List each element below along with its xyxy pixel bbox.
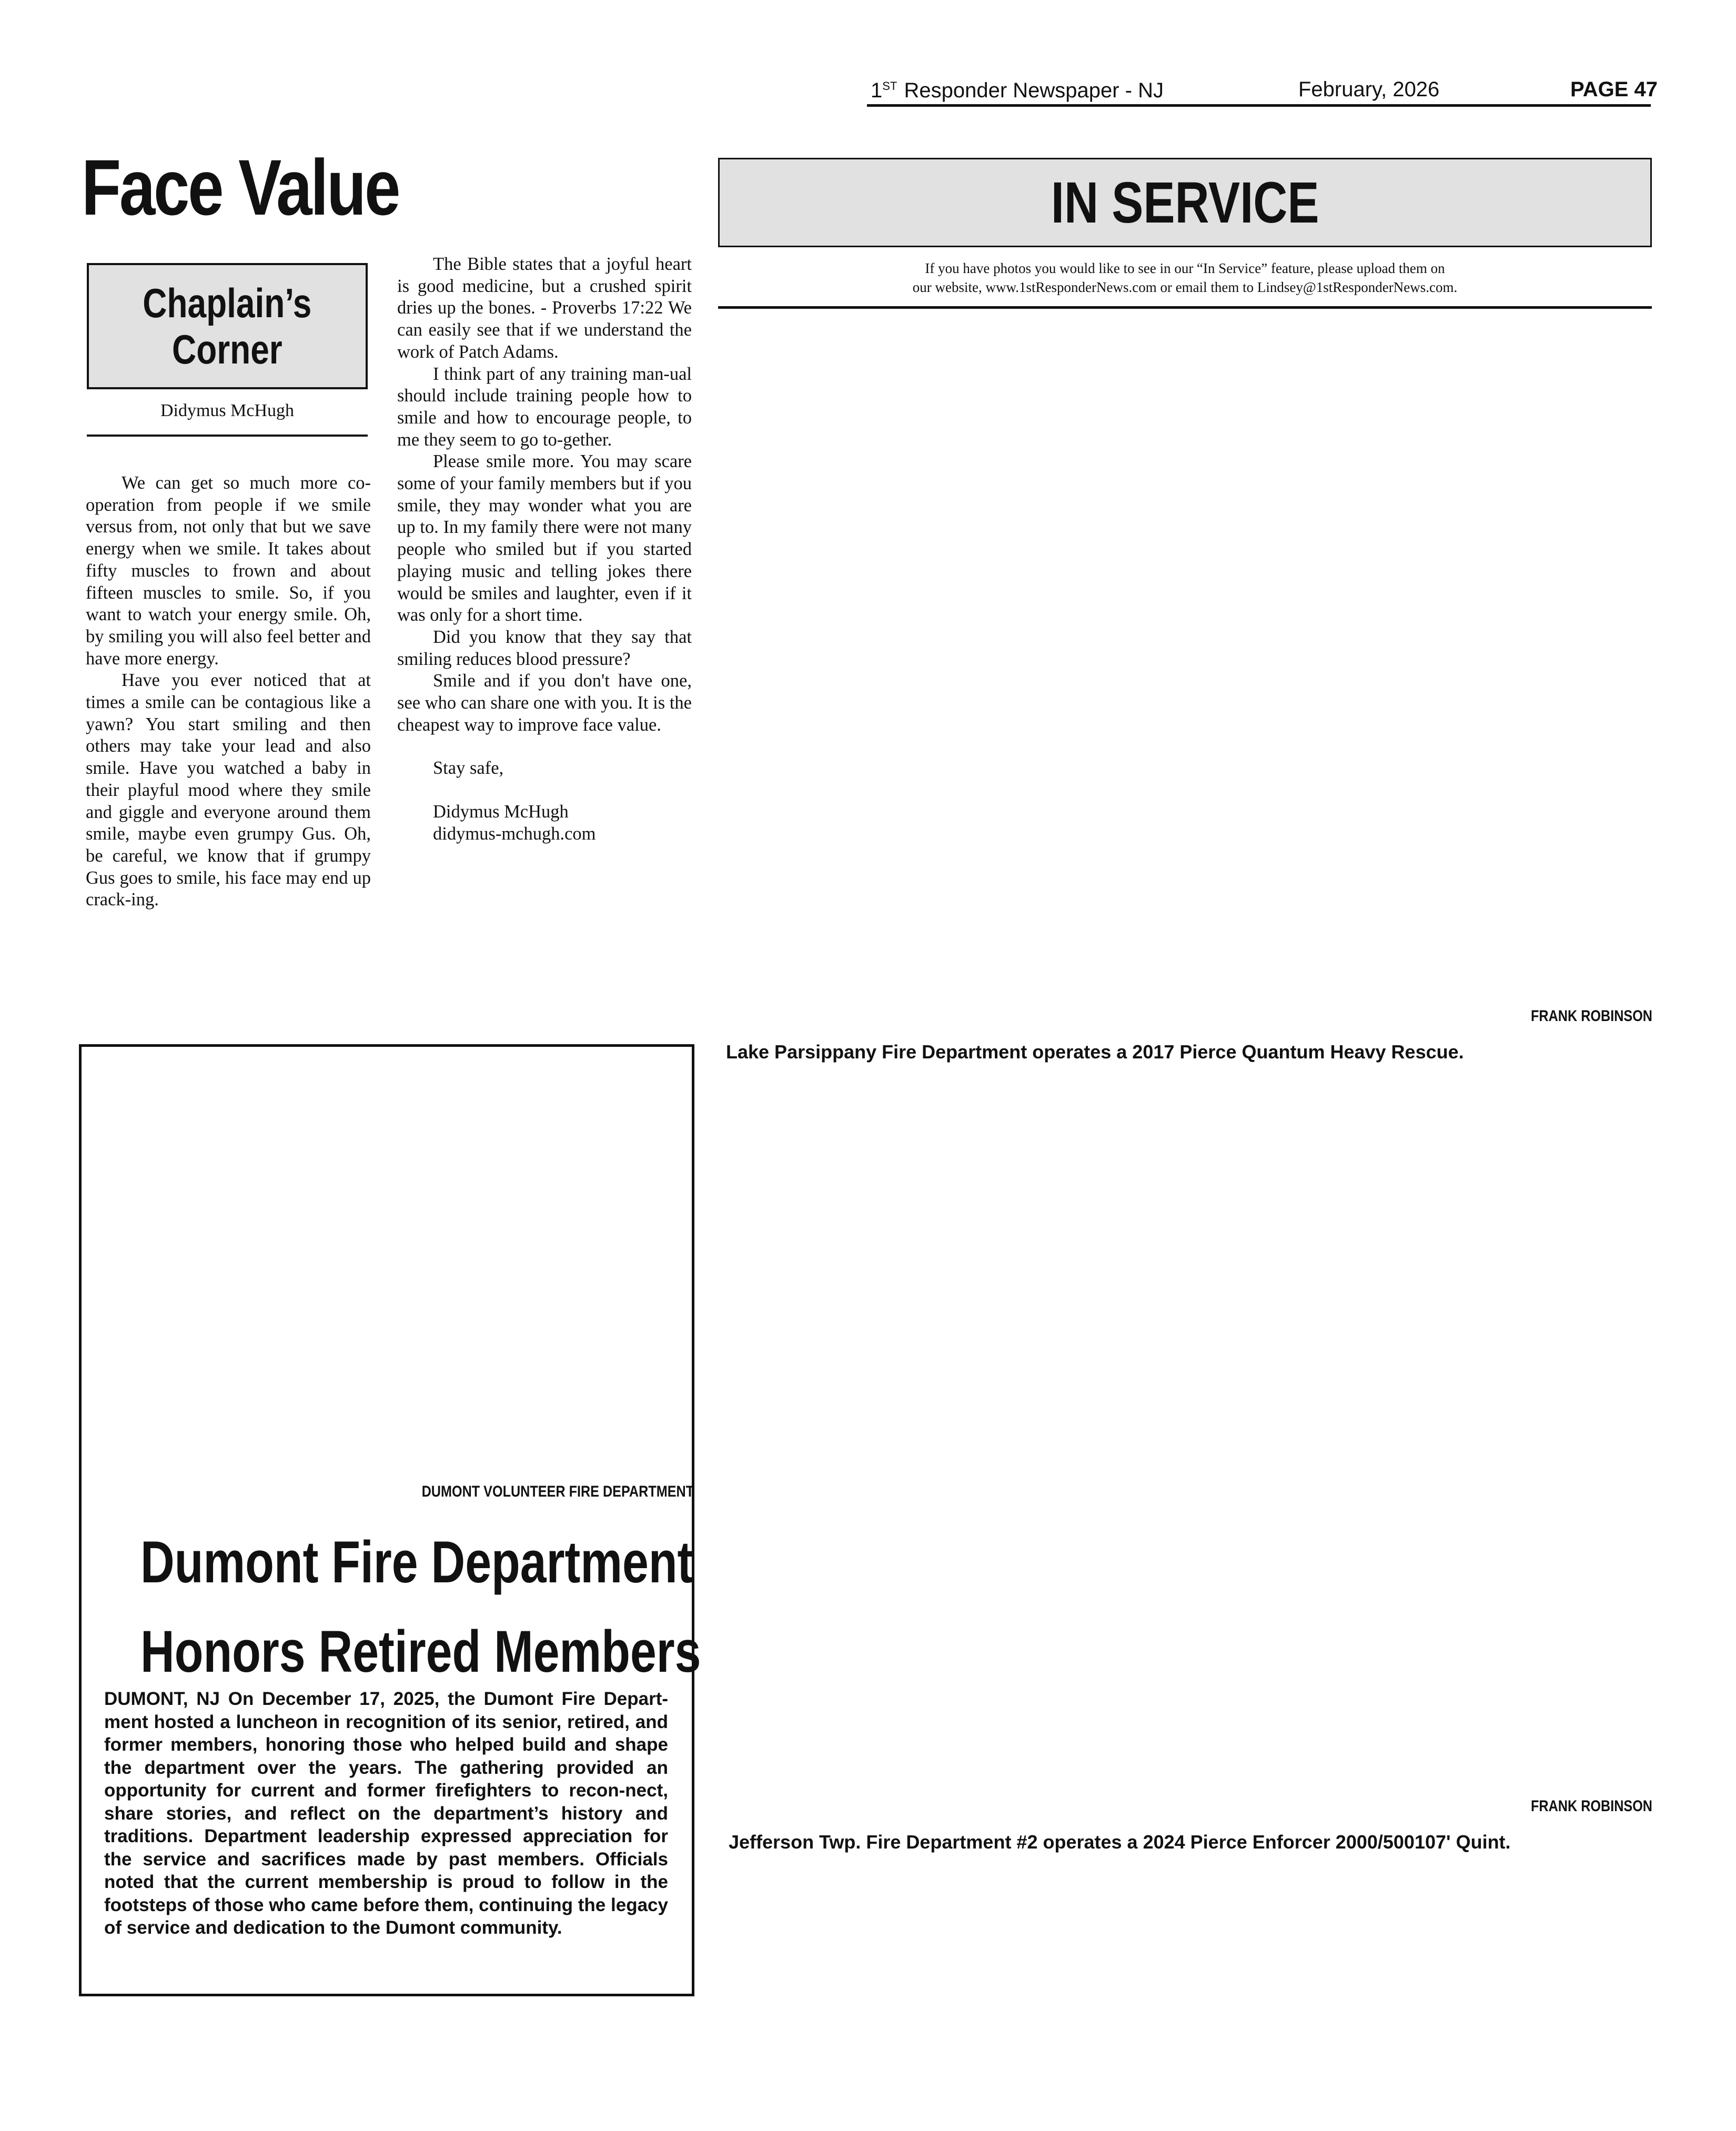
pub-superscript: ST	[882, 79, 897, 93]
paragraph: We can get so much more co-operation from people if we smile versus from, not only that but we save energy when we smile. It takes about fifty muscles to frown and about fifteen muscles to smile. So, if you want to watch your energy smile. Oh, by smiling you will also feel better and have more energy.	[86, 473, 371, 669]
dumont-article-body: DUMONT, NJ On December 17, 2025, the Dumont Fire Depart-ment hosted a luncheon in recognition of its senior, retired, and former members, honoring those who helped build and shape the department over the years. The gathering provided an opportunity for current and former firefighters to recon-nect, share stories, and reflect on the department’s history and traditions. Department leadership expressed appreciation for the service and sacrifices made by past members. Officials noted that the current membership is proud to follow in the footsteps of those who came before them, continuing the legacy of service and dedication to the Dumont community.	[104, 1689, 668, 1938]
signature-name: Didymus McHugh	[433, 802, 569, 822]
article-title-face-value: Face Value	[82, 143, 399, 231]
column-name-line2: Corner	[172, 326, 282, 372]
paragraph: I think part of any training man-ual should include training people how to smile and how to encourage people, to me they seem to go to-gether.	[397, 363, 692, 450]
signoff: Stay safe,	[433, 758, 504, 779]
photo-caption: Jefferson Twp. Fire Department #2 operates a 2024 Pierce Enforcer 2000/500107' Quint.	[729, 1831, 1511, 1853]
pub-name-rest: Responder Newspaper - NJ	[898, 79, 1164, 102]
paragraph: Did you know that they say that smiling reduces blood pressure?	[397, 627, 692, 669]
note-line: If you have photos you would like to see in our “In Service” feature, please upload them on	[925, 260, 1445, 276]
column-name-line1: Chaplain’s	[143, 280, 312, 326]
paragraph: The Bible states that a joyful heart is good medicine, but a crushed spirit dries up the bones. - Proverbs 17:22 We can easily see that if we understand the work of Patch Adams.	[397, 254, 692, 362]
headline-line: Dumont Fire Department	[140, 1529, 693, 1595]
photo-credit: FRANK ROBINSON	[1531, 1007, 1652, 1025]
photo-credit: FRANK ROBINSON	[1531, 1797, 1652, 1815]
paragraph: Have you ever noticed that at times a smile can be contagious like a yawn? You start smiling and then others may take your lead and also smile. Have you watched a baby in their playful mood where they smile and giggle and everyone around them smile, maybe even grumpy Gus. Oh, be careful, we know that if grumpy Gus goes to smile, his face may end up crack-ing.	[86, 670, 371, 910]
note-line: our website, www.1stResponderNews.com or email them to Lindsey@1stResponderNews.com.	[912, 279, 1458, 295]
paragraph: Please smile more. You may scare some of your family members but if you smile, they may wonder what you are up to. In my family there were not many people who smiled but if you started playing music and telling jokes there would be smiles and laughter, even if it was only for a short time.	[397, 451, 692, 625]
paragraph: Smile and if you don't have one, see who can share one with you. It is the cheapest way to improve face value.	[397, 671, 692, 735]
pub-prefix: 1	[871, 79, 883, 102]
chaplains-corner-box	[87, 263, 368, 389]
article-column-1	[86, 472, 371, 911]
signature-website: didymus-mchugh.com	[433, 823, 596, 844]
publication-name	[871, 79, 1164, 103]
article-column-2	[397, 254, 692, 845]
headline-line: Honors Retired Members	[140, 1619, 701, 1684]
issue-date: February, 2026	[1298, 78, 1440, 101]
page-number: PAGE 47	[1570, 78, 1658, 101]
photo-caption: Lake Parsippany Fire Department operates a 2017 Pierce Quantum Heavy Rescue.	[726, 1041, 1464, 1063]
byline-rule	[87, 435, 368, 437]
in-service-banner	[718, 158, 1652, 247]
in-service-submission-note	[718, 259, 1652, 297]
author-byline: Didymus McHugh	[160, 401, 295, 420]
in-service-rule	[718, 306, 1652, 309]
photo-credit: DUMONT VOLUNTEER FIRE DEPARTMENT	[421, 1483, 694, 1500]
dumont-headline	[79, 1518, 701, 1696]
in-service-title: IN SERVICE	[1051, 170, 1319, 235]
header-rule	[867, 104, 1651, 107]
